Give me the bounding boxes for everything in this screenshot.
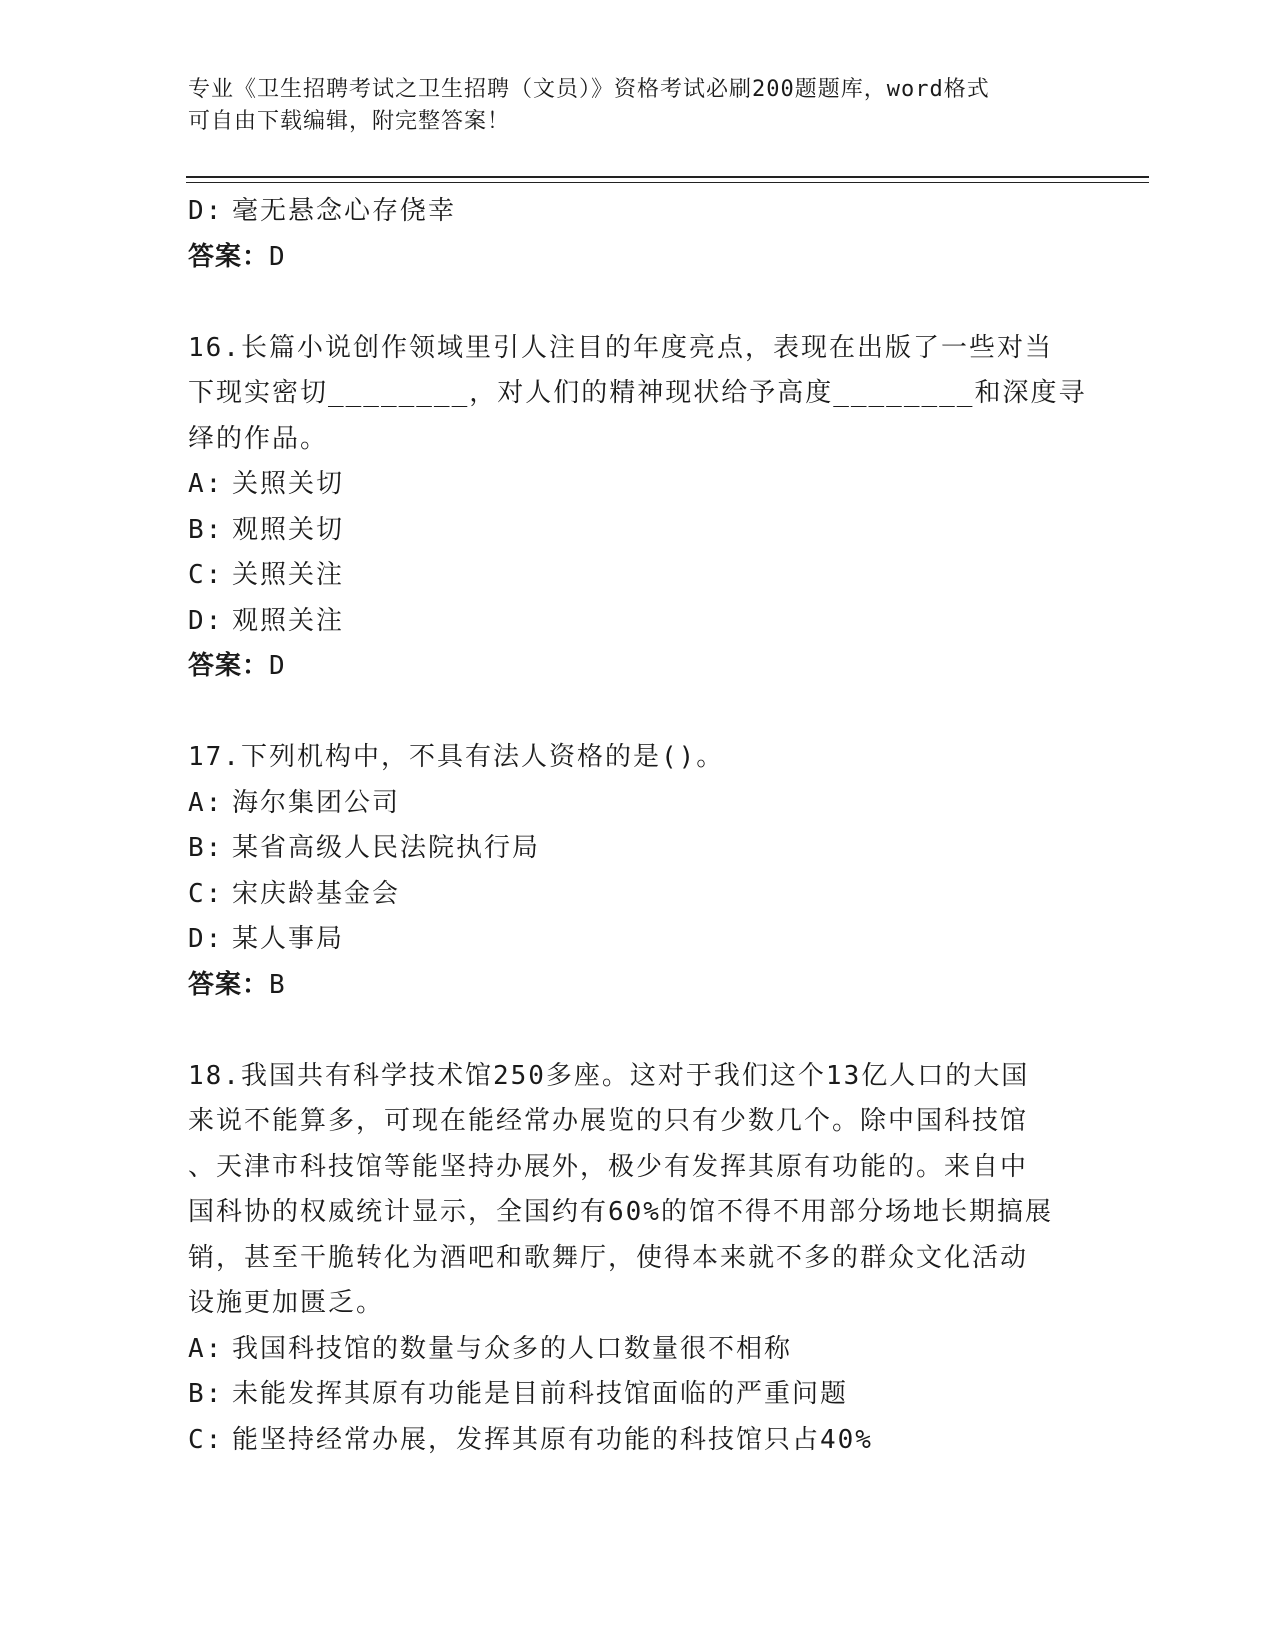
question-text-line: 下现实密切________，对人们的精神现状给予高度________和深度寻 — [188, 378, 1087, 408]
answer-label: 答案： — [188, 651, 270, 681]
option-label: A: — [188, 787, 224, 818]
option-text: 观照关注 — [232, 605, 345, 636]
question-text-line: 销，甚至干脆转化为酒吧和歌舞厅，使得本来就不多的群众文化活动 — [188, 1242, 1029, 1273]
option-label: B: — [188, 833, 224, 863]
option-b — [188, 508, 1088, 554]
option-label: C: — [188, 878, 224, 909]
question-text-line: 17.下列机构中，不具有法人资格的是()。 — [188, 742, 725, 772]
option-text: 毫无悬念心存侥幸 — [232, 196, 457, 226]
option-a — [188, 781, 1088, 827]
prev-answer — [188, 235, 1088, 281]
option-c — [188, 872, 1088, 918]
question-text-line: 16.长篇小说创作领域里引人注目的年度亮点，表现在出版了一些对当 — [188, 332, 1053, 363]
question-16 — [188, 326, 1088, 690]
question-text-line: 国科协的权威统计显示，全国约有60%的馆不得不用部分场地长期搞展 — [188, 1197, 1053, 1227]
option-text: 某人事局 — [232, 924, 345, 954]
header-line-1: 专业《卫生招聘考试之卫生招聘（文员）》资格考试必刷200题题库，word格式 — [188, 77, 990, 102]
option-label: D: — [188, 196, 224, 226]
answer — [188, 644, 1088, 690]
header-rule-thin — [186, 182, 1149, 183]
header-line-2: 可自由下载编辑，附完整答案！ — [188, 109, 511, 134]
question-text-line: 、天津市科技馆等能坚持办展外，极少有发挥其原有功能的。来自中 — [188, 1151, 1029, 1182]
option-text: 未能发挥其原有功能是目前科技馆面临的严重问题 — [232, 1379, 849, 1409]
option-label: D: — [188, 605, 224, 636]
option-label: B: — [188, 1379, 224, 1409]
option-text: 我国科技馆的数量与众多的人口数量很不相称 — [232, 1333, 793, 1364]
prev-option-d — [188, 189, 1088, 235]
option-label: C: — [188, 560, 224, 590]
document-body — [188, 189, 1088, 1463]
answer-label: 答案： — [188, 969, 270, 1000]
option-label: D: — [188, 924, 224, 954]
answer-value: D — [269, 241, 286, 272]
question-18 — [188, 1054, 1088, 1464]
question-17 — [188, 735, 1088, 1008]
header-rule-thick — [186, 176, 1149, 178]
question-text-line: 设施更加匮乏。 — [188, 1288, 385, 1318]
option-c — [188, 1418, 1088, 1464]
option-label: B: — [188, 514, 224, 545]
option-label: C: — [188, 1424, 224, 1455]
option-text: 能坚持经常办展，发挥其原有功能的科技馆只占40% — [232, 1424, 873, 1455]
option-text: 宋庆龄基金会 — [232, 878, 401, 909]
answer — [188, 963, 1088, 1009]
option-label: A: — [188, 1333, 224, 1364]
option-b — [188, 1372, 1088, 1418]
option-text: 海尔集团公司 — [232, 787, 401, 818]
option-b — [188, 826, 1088, 872]
answer-value: D — [269, 651, 286, 681]
answer-label: 答案： — [188, 241, 270, 272]
question-text-line: 绎的作品。 — [188, 423, 329, 454]
option-label: A: — [188, 469, 224, 499]
option-text: 某省高级人民法院执行局 — [232, 833, 541, 863]
option-d — [188, 599, 1088, 645]
question-text-line: 来说不能算多，可现在能经常办展览的只有少数几个。除中国科技馆 — [188, 1106, 1029, 1136]
option-c — [188, 553, 1088, 599]
answer-value: B — [269, 969, 286, 1000]
option-text: 观照关切 — [232, 514, 345, 545]
option-a — [188, 1327, 1088, 1373]
question-text-line: 18.我国共有科学技术馆250多座。这对于我们这个13亿人口的大国 — [188, 1060, 1030, 1091]
option-text: 关照关注 — [232, 560, 345, 590]
option-text: 关照关切 — [232, 469, 345, 499]
page-header — [188, 74, 1088, 138]
option-d — [188, 917, 1088, 963]
option-a — [188, 462, 1088, 508]
